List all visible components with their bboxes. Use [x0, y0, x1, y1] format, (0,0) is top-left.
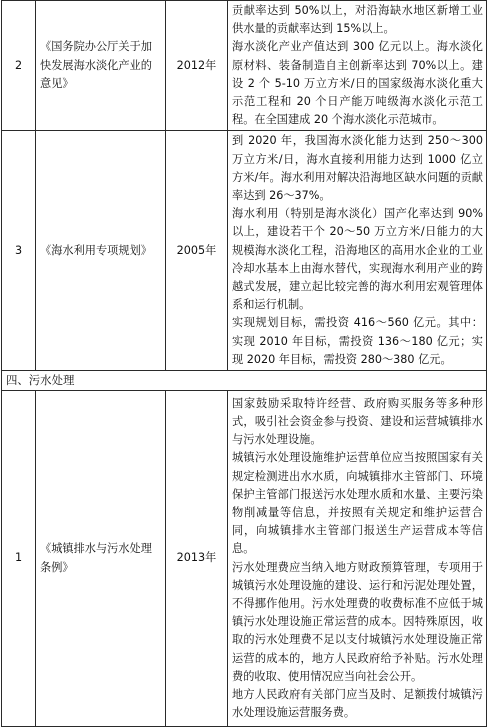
content-paragraph: 城镇污水处理设施维护运营单位应当按照国家有关规定检测进出水水质，向城镇排水主管部门、环境保护主管部门报送污水处理水质和水量、主要污染物削减量等信息，并按照有关规定和维护运营合同，向城镇排水主管部门报送生产运营成本等信息。 [232, 451, 483, 556]
policy-title: 《国务院办公厅关于加快发展海水淡化产业的意见》 [36, 1, 166, 131]
policy-year: 2012年 [166, 1, 228, 131]
table-row [2, 1, 487, 131]
row-number: 3 [2, 131, 36, 371]
content-paragraph: 海水利用（特别是海水淡化）国产化率达到 90%以上，建设若干个 20～50 万立方米/日能力的大规模海水淡化工程，沿海地区的高用水企业的工业冷却水基本上由海水替代，实现海水利用产业的跨越式发展，建立起比较完善的海水利用宏观管理体系和运行机制。 [232, 207, 483, 312]
content-paragraph: 贡献率达到 50%以上，对沿海缺水地区新增工业供水量的贡献率达到 15%以上。 [232, 4, 483, 36]
policy-content [228, 131, 487, 371]
content-paragraph: 国家鼓励采取特许经营、政府购买服务等多种形式，吸引社会资金参与投资、建设和运营城镇排水与污水处理设施。 [232, 396, 483, 447]
table-row [2, 391, 487, 727]
policy-year: 2013年 [166, 391, 228, 727]
row-number: 1 [2, 391, 36, 727]
content-paragraph: 实现规划目标，需投资 416～560 亿元。其中：实现 2010 年目标，需投资 136～180 亿元；实现 2020 年目标，需投资 280～380 亿元。 [232, 316, 483, 366]
policy-content [228, 391, 487, 727]
content-paragraph: 污水处理费应当纳入地方财政预算管理，专项用于城镇污水处理设施的建设、运行和污泥处理处置，不得挪作他用。污水处理费的收费标准不应低于城镇污水处理设施正常运营的成本。因特殊原因，收取的污水处理费不足以支付城镇污水处理设施正常运营的成本的，地方人民政府给予补贴。污水处理费的收取、使用情况应当向社会公开。 [232, 560, 483, 683]
section-title: 四、污水处理 [2, 371, 487, 391]
policy-title: 《城镇排水与污水处理条例》 [36, 391, 166, 727]
content-paragraph: 海水淡化产业产值达到 300 亿元以上。海水淡化原材料、装备制造自主创新率达到 70%以上。建设 2 个 5-10 万立方米/日的国家级海水淡化重大示范工程和 20 个日产能万吨级海水淡化示范工程。在全国建成 20 个海水淡化示范城市。 [232, 40, 483, 127]
policy-title: 《海水利用专项规划》 [36, 131, 166, 371]
content-paragraph: 地方人民政府有关部门应当及时、足额拨付城镇污水处理设施运营服务费。 [232, 687, 483, 720]
policy-year: 2005年 [166, 131, 228, 371]
content-paragraph: 到 2020 年，我国海水淡化能力达到 250～300 万立方米/日，海水直接利用能力达到 1000 亿立方米/年。海水利用对解决沿海地区缺水问题的贡献率达到 26～37%。 [232, 134, 483, 203]
policy-table [1, 0, 487, 727]
table-row [2, 131, 487, 371]
section-header-row [2, 371, 487, 391]
policy-content [228, 1, 487, 131]
row-number: 2 [2, 1, 36, 131]
